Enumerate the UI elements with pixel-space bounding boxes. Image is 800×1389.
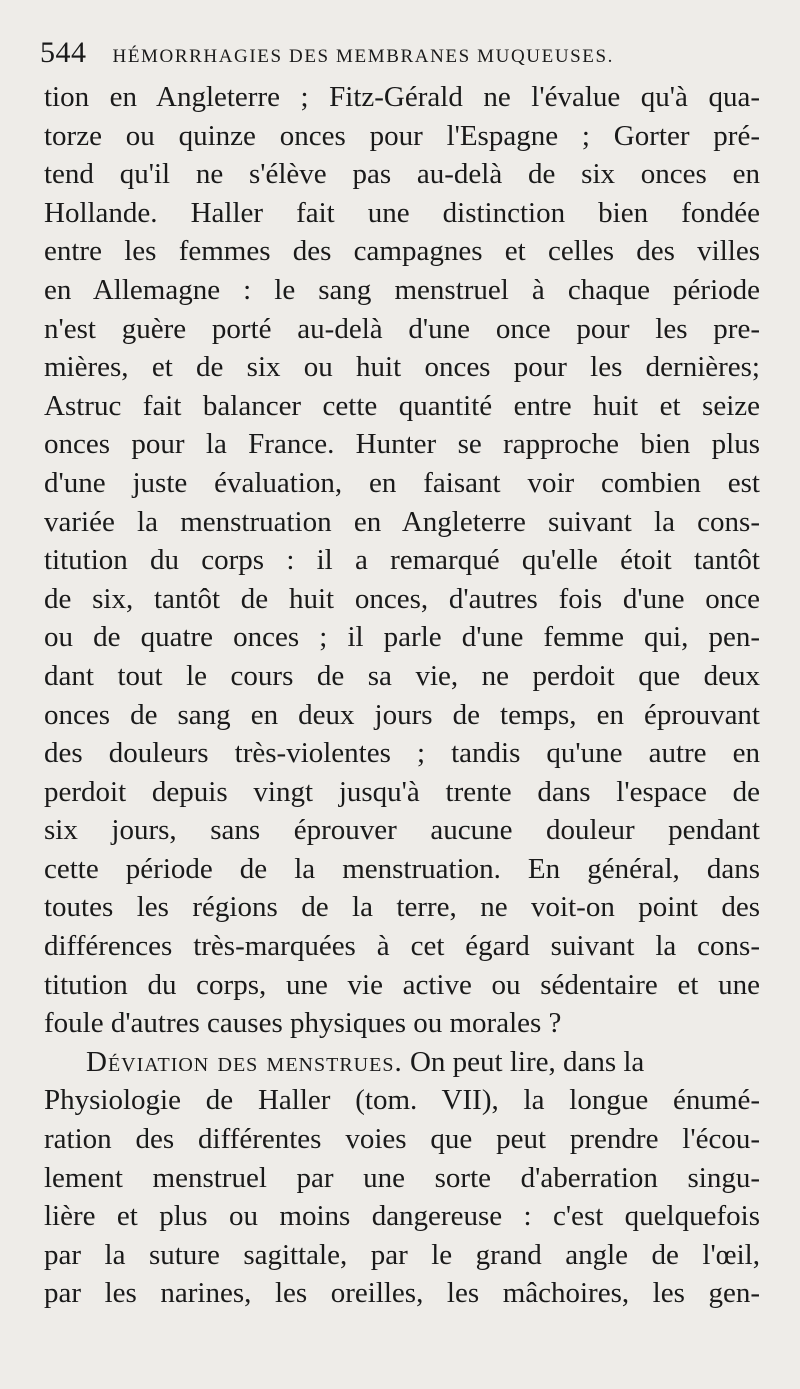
- text-line: Astruc fait balancer cette quantité entre huit et seize: [44, 389, 760, 422]
- text-line: Hollande. Haller fait une distinction bien fondée: [44, 196, 760, 229]
- text-line: mières, et de six ou huit onces pour les dernières;: [44, 351, 760, 384]
- text-line: Physiologie de Haller (tom. VII), la longue énumé-: [44, 1084, 760, 1117]
- text-line: tend qu'il ne s'élève pas au-delà de six onces en: [44, 158, 760, 191]
- text-line: entre les femmes des campagnes et celles des villes: [44, 235, 760, 268]
- text-line: titution du corps : il a remarqué qu'elle étoit tantôt: [44, 544, 760, 577]
- text-line: six jours, sans éprouver aucune douleur pendant: [44, 814, 760, 847]
- text-line: des douleurs très-violentes ; tandis qu'une autre en: [44, 737, 760, 770]
- text-line: titution du corps, une vie active ou sédentaire et une: [44, 968, 760, 1001]
- text-line: variée la menstruation en Angleterre suivant la cons-: [44, 505, 760, 538]
- text-line: perdoit depuis vingt jusqu'à trente dans l'espace de: [44, 775, 760, 808]
- text-line: ration des différentes voies que peut prendre l'écou-: [44, 1123, 760, 1156]
- text-line: différences très-marquées à cet égard suivant la cons-: [44, 930, 760, 963]
- text-line: torze ou quinze onces pour l'Espagne ; Gorter pré-: [44, 119, 760, 152]
- text-line: toutes les régions de la terre, ne voit-on point des: [44, 891, 760, 924]
- text-line: n'est guère porté au-delà d'une once pour les pre-: [44, 312, 760, 345]
- text-line: onces de sang en deux jours de temps, en éprouvant: [44, 698, 760, 731]
- text-line: lière et plus ou moins dangereuse : c'est quelquefois: [44, 1200, 760, 1233]
- text-line: cette période de la menstruation. En général, dans: [44, 852, 760, 885]
- text-line-last-of-paragraph: foule d'autres causes physiques ou morales ?: [44, 1007, 562, 1040]
- section-heading: Déviation des menstrues.: [86, 1045, 403, 1078]
- text-line: en Allemagne : le sang menstruel à chaque période: [44, 273, 760, 306]
- section-heading-line: Déviation des menstrues. On peut lire, dans la: [86, 1045, 645, 1078]
- text-line: par la suture sagittale, par le grand angle de l'œil,: [44, 1238, 760, 1271]
- text-line: ou de quatre onces ; il parle d'une femme qui, pen-: [44, 621, 760, 654]
- body-text: [44, 78, 760, 1313]
- text-line: de six, tantôt de huit onces, d'autres fois d'une once: [44, 582, 760, 615]
- text-line: tion en Angleterre ; Fitz-Gérald ne l'évalue qu'à qua-: [44, 81, 760, 113]
- text-line: lement menstruel par une sorte d'aberration singu-: [44, 1161, 760, 1194]
- text-line: onces pour la France. Hunter se rapproche bien plus: [44, 428, 760, 461]
- page-header: [40, 36, 760, 76]
- text-line: dant tout le cours de sa vie, ne perdoit que deux: [44, 659, 760, 692]
- text-line: par les narines, les oreilles, les mâchoires, les gen-: [44, 1277, 760, 1310]
- page-number: 544: [40, 36, 87, 69]
- running-head: HÉMORRHAGIES DES MEMBRANES MUQUEUSES.: [112, 46, 615, 67]
- text-line: d'une juste évaluation, en faisant voir combien est: [44, 466, 760, 499]
